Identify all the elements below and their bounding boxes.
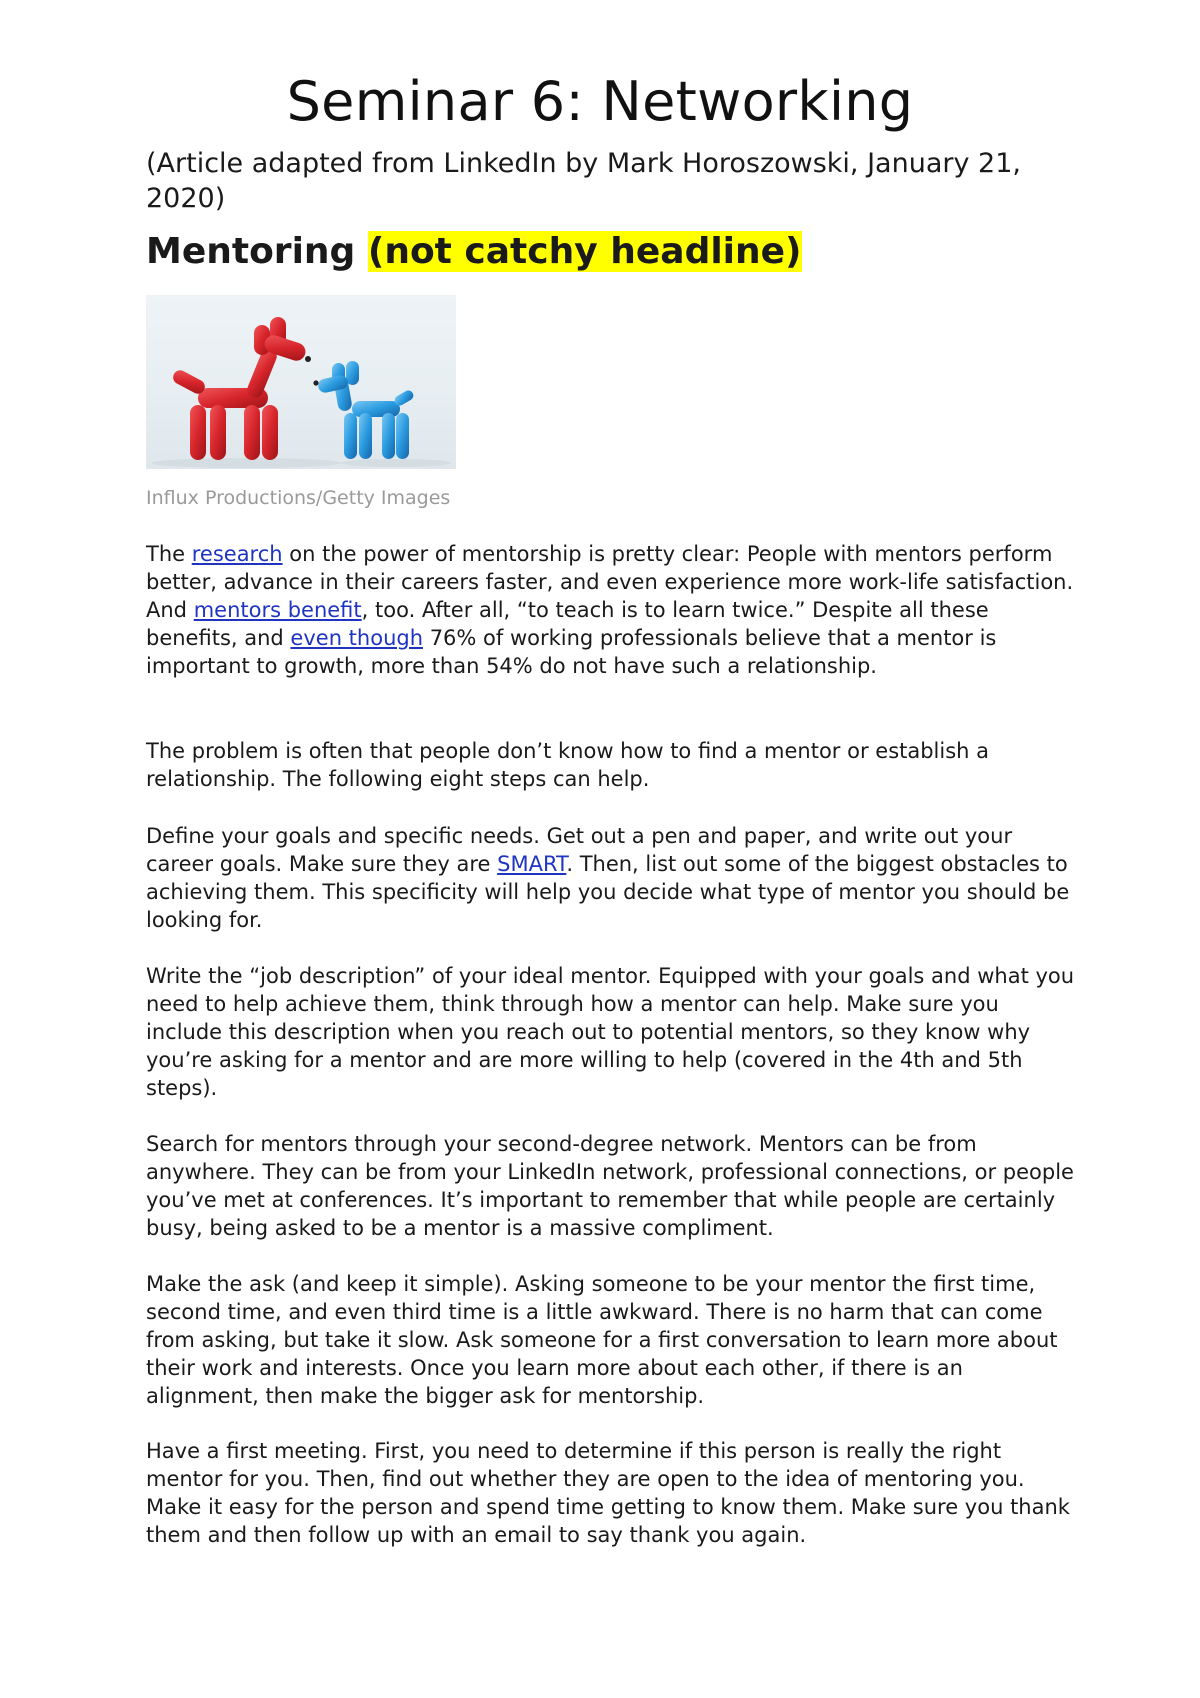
paragraph-problem: The problem is often that people don’t know how to find a mentor or establish a relationship. The following eight steps can help. — [146, 739, 990, 791]
paragraph-text: The — [146, 542, 192, 566]
research-link[interactable]: research — [191, 542, 283, 566]
paragraph-make-the-ask: Make the ask (and keep it simple). Asking someone to be your mentor the first time, second time, and even third time is a little awkward. There is no harm that can come from asking, but take it slow. Ask someone for a first conversation to learn more about their work and interests. Once you learn more about each other, if there is an alignment, then make the bigger ask for mentorship. — [146, 1272, 1058, 1408]
paragraph-research — [146, 540, 1076, 680]
paragraph-text: Define your goals and specific needs. Get out a pen and paper, and write out your career goals. Make sure they are — [146, 824, 1013, 876]
paragraph-text: , too. After all, “to teach is to learn twice.” Despite all these benefits, and — [146, 598, 989, 650]
image-caption: Influx Productions/Getty Images — [146, 487, 451, 509]
red-balloon-dog — [171, 317, 311, 460]
balloon-dogs-illustration — [146, 295, 456, 469]
paragraph-job-description: Write the “job description” of your ideal mentor. Equipped with your goals and what you need to help achieve them, think through how a mentor can help. Make sure you include this description when you reach out to potential mentors, so they know why you’re asking for a mentor and are more willing to help (covered in the 4th and 5th steps). — [146, 964, 1075, 1100]
article-byline: (Article adapted from LinkedIn by Mark Horoszowski, January 21, 2020) — [146, 148, 1021, 214]
balloon-dogs-photo — [146, 295, 456, 469]
document-title: Seminar 6: Networking — [286, 70, 914, 133]
highlighted-note: (not catchy headline) — [367, 231, 802, 272]
smart-link[interactable]: SMART — [497, 852, 567, 876]
paragraph-define-goals — [146, 822, 1076, 934]
section-heading-text: Mentoring — [146, 231, 356, 272]
even-though-link[interactable]: even though — [290, 626, 424, 650]
paragraph-first-meeting: Have a first meeting. First, you need to determine if this person is really the right mentor for you. Then, find out whether they are open to the idea of mentoring you. Make it easy for the person and spend time getting to know them. Make sure you thank them and then follow up with an email to say thank you again. — [146, 1439, 1070, 1547]
paragraph-search-mentors: Search for mentors through your second-degree network. Mentors can be from anywhere. They can be from your LinkedIn network, professional connections, or people you’ve met at conferences. It’s important to remember that while people are certainly busy, being asked to be a mentor is a massive compliment. — [146, 1132, 1074, 1240]
paragraph-text: . Then, list out some of the biggest obstacles to achieving them. This specificity will help you decide what type of mentor you should be looking for. — [146, 852, 1070, 932]
mentors-benefit-link[interactable]: mentors benefit — [193, 598, 362, 622]
section-heading — [146, 228, 802, 276]
blue-balloon-dog — [313, 361, 415, 459]
paragraph-text: 76% of working professionals believe that a mentor is important to growth, more than 54% do not have such a relationship. — [146, 626, 997, 678]
paragraph-text: on the power of mentorship is pretty clear: People with mentors perform better, advance in their careers faster, and even experience more work-life satisfaction. And — [146, 542, 1074, 622]
